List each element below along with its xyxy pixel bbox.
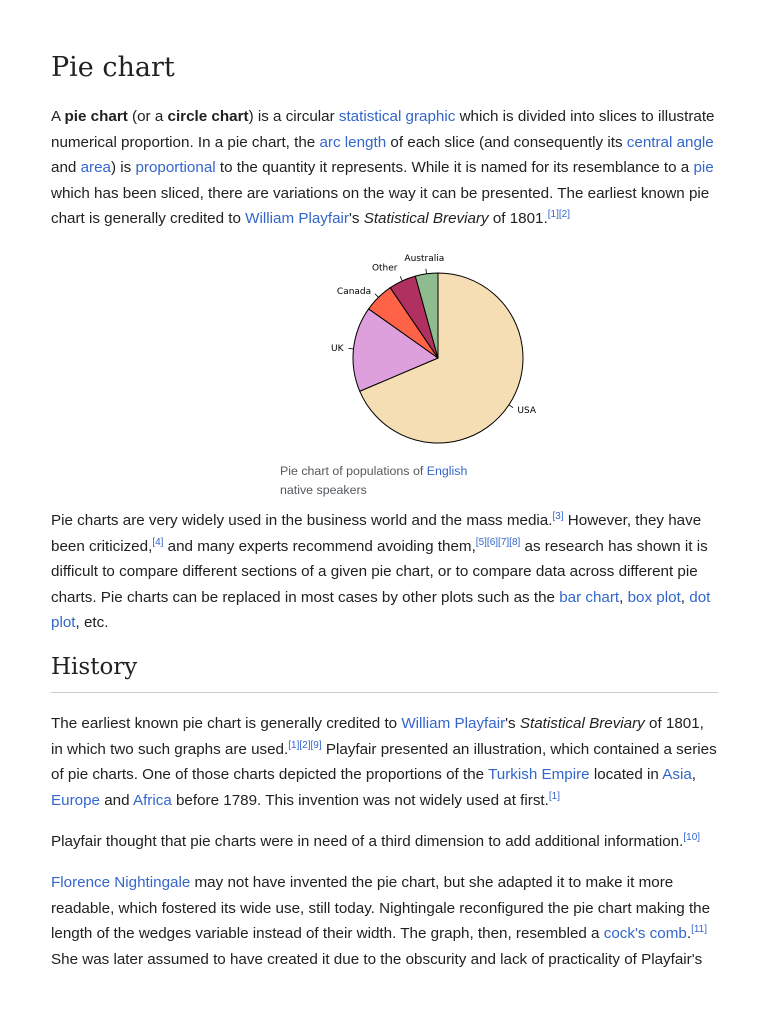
text: .	[686, 925, 692, 943]
text: of 1801.	[488, 210, 548, 228]
pie-chart-figure	[280, 253, 537, 497]
history-paragraph-3	[51, 870, 718, 972]
section-heading-history: History	[51, 654, 718, 693]
text: and many experts recommend avoiding them,	[163, 537, 476, 555]
ref-4[interactable]: [4]	[152, 536, 164, 548]
link-statistical-graphic[interactable]: statistical graphic	[338, 108, 456, 125]
ref-5[interactable]: [5]	[475, 536, 487, 548]
link-proportional[interactable]: proportional	[135, 159, 216, 177]
page-title: Pie chart	[51, 52, 175, 83]
text: of 1801, in which two such graphs are used.	[51, 715, 704, 758]
link-arc-length[interactable]: arc length	[319, 133, 387, 151]
link-central-angle[interactable]: central angle	[626, 133, 714, 151]
ref-11[interactable]: [11]	[691, 924, 707, 936]
slice-label-australia: Australia	[404, 253, 445, 264]
ref-1[interactable]: [1]	[548, 790, 560, 802]
link-english[interactable]: English	[426, 464, 468, 478]
text: of each slice (and consequently its	[386, 133, 627, 151]
text: Playfair presented an illustration, which contained a series of pie charts. One of those charts depicted the proportions of the	[51, 740, 717, 784]
ref-2[interactable]: [2]	[299, 739, 311, 751]
link-bar-chart[interactable]: bar chart	[559, 588, 620, 606]
text: The earliest known pie chart is generally credited to	[51, 715, 402, 732]
slice-label-tick	[349, 348, 354, 349]
bold-term-circle-chart: circle chart	[167, 108, 249, 125]
ref-8[interactable]: [8]	[509, 536, 521, 548]
slice-label-canada: Canada	[336, 286, 372, 297]
ref-7[interactable]: [7]	[498, 536, 510, 548]
intro-paragraph	[51, 104, 718, 232]
text: and	[51, 159, 81, 177]
slice-label-other: Other	[371, 263, 398, 274]
ref-2[interactable]: [2]	[558, 209, 570, 221]
link-cocks-comb[interactable]: cock's comb	[603, 925, 687, 943]
text: and	[99, 791, 133, 809]
slice-label-tick	[400, 276, 402, 281]
caption-text: native speakers	[280, 483, 367, 497]
pie-chart[interactable]	[280, 253, 537, 456]
ref-3[interactable]: [3]	[552, 510, 564, 522]
slice-label-tick	[375, 294, 379, 298]
text: A	[51, 108, 65, 125]
text: which is divided into slices to illustrate numerical proportion. In a pie chart, the	[51, 108, 715, 151]
text: ) is	[110, 159, 136, 177]
slice-label-tick	[426, 269, 427, 274]
text: located in	[589, 766, 663, 784]
ref-9[interactable]: [9]	[310, 739, 322, 751]
text: which has been sliced, there are variations on the way it can be presented. The earliest known pie chart is generally credited to	[51, 184, 710, 228]
text: Pie charts are very widely used in the business world and the mass media.	[51, 512, 553, 529]
text: Playfair thought that pie charts were in need of a third dimension to add additional information.	[51, 833, 684, 850]
ref-1[interactable]: [1]	[547, 209, 559, 221]
ref-1[interactable]: [1]	[288, 739, 300, 751]
link-william-playfair[interactable]: William Playfair	[401, 715, 506, 732]
text: ) is a circular	[248, 108, 339, 125]
text: 's	[348, 210, 364, 228]
link-africa[interactable]: Africa	[132, 791, 172, 809]
text: (or a	[127, 108, 168, 125]
text: , etc.	[75, 614, 109, 632]
text: She was later assumed to have created it due to the obscurity and lack of practicality of Playfair's	[51, 950, 703, 968]
text: may not have invented the pie chart, but she adapted it to make it more readable, which fostered its wide use, still today. Nightingale reconfigured the pie chart making the length of the wedges variable instead of their width. The graph, then, resembled a	[51, 874, 711, 943]
link-pie[interactable]: pie	[693, 159, 714, 177]
figure-caption	[280, 462, 490, 500]
link-asia[interactable]: Asia	[662, 766, 692, 784]
text: ,	[691, 766, 697, 784]
slice-label-usa: USA	[517, 405, 537, 416]
text: However, they have been criticized,	[51, 512, 702, 555]
caption-text: Pie chart of populations of	[280, 464, 427, 478]
text: 's	[505, 715, 520, 732]
link-area[interactable]: area	[80, 159, 111, 177]
italic-title: Statistical Breviary	[363, 210, 489, 228]
history-paragraph-1	[51, 711, 718, 813]
bold-term-pie-chart: pie chart	[64, 108, 128, 125]
link-william-playfair[interactable]: William Playfair	[245, 210, 349, 228]
ref-10[interactable]: [10]	[683, 831, 701, 843]
link-turkish-empire[interactable]: Turkish Empire	[488, 766, 590, 784]
text: before 1789. This invention was not widely used at first.	[171, 791, 549, 809]
link-box-plot[interactable]: box plot	[627, 588, 681, 606]
text: to the quantity it represents. While it is named for its resemblance to a	[215, 159, 694, 177]
link-dot-plot[interactable]: dot plot	[51, 588, 711, 632]
usage-paragraph	[51, 508, 718, 636]
history-paragraph-2	[51, 829, 718, 855]
italic-title: Statistical Breviary	[519, 715, 645, 732]
slice-label-uk: UK	[331, 343, 344, 354]
link-florence-nightingale[interactable]: Florence Nightingale	[51, 874, 191, 891]
link-europe[interactable]: Europe	[51, 791, 100, 809]
slice-label-tick	[509, 405, 513, 408]
text: as research has shown it is difficult to compare different sections of a given pie chart, or to compare data across different pie charts. Pie charts can be replaced in most cases by other plots such as the	[51, 537, 708, 606]
ref-6[interactable]: [6]	[486, 536, 499, 548]
text: ,	[680, 588, 690, 606]
text: ,	[619, 588, 628, 606]
